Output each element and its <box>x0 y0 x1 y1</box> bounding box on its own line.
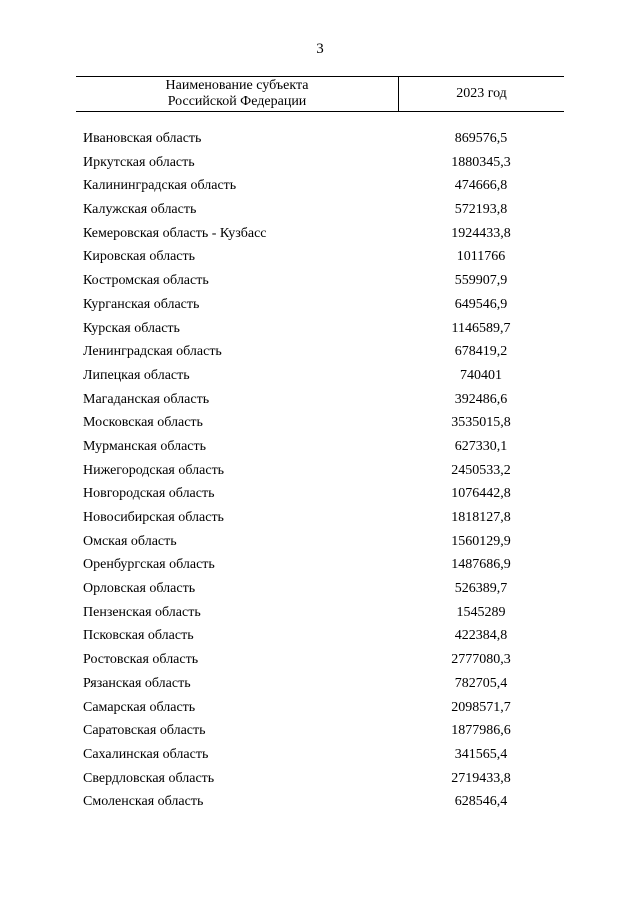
region-name-cell: Калининградская область <box>83 178 237 194</box>
table-row <box>0 340 640 364</box>
region-name-cell: Ивановская область <box>83 131 202 146</box>
table-row <box>0 482 640 506</box>
value-2023-cell: 1924433,8 <box>451 225 511 241</box>
region-name-cell: Рязанская область <box>83 675 191 691</box>
value-2023-cell: 341565,4 <box>454 746 508 762</box>
column-header-subject-line2: Российской Федерации <box>167 94 307 109</box>
value-2023-cell: 782705,4 <box>454 675 508 691</box>
region-name-cell: Липецкая область <box>83 367 190 383</box>
value-2023-cell: 1818127,8 <box>451 510 511 525</box>
region-name-cell: Иркутская область <box>83 154 195 170</box>
region-name-cell: Орловская область <box>83 581 196 597</box>
table-row <box>0 577 640 601</box>
region-name-cell: Свердловская область <box>83 770 215 786</box>
table-row <box>0 696 640 720</box>
table-row <box>0 506 640 530</box>
value-2023-cell: 2450533,2 <box>451 462 511 478</box>
table-header <box>76 76 564 112</box>
region-name-cell: Калужская область <box>83 202 197 218</box>
table-row <box>0 317 640 341</box>
region-name-cell: Мурманская область <box>83 438 207 454</box>
column-header-year: 2023 год <box>456 86 507 101</box>
value-2023-cell: 627330,1 <box>454 438 508 454</box>
region-name-cell: Магаданская область <box>83 391 210 407</box>
value-2023-cell: 869576,5 <box>454 131 508 146</box>
table-row <box>0 553 640 577</box>
region-name-cell: Смоленская область <box>83 794 204 810</box>
table-row <box>0 411 640 435</box>
region-name-cell: Кировская область <box>83 249 196 265</box>
region-name-cell: Кемеровская область - Кузбасс <box>83 225 267 241</box>
value-2023-cell: 2098571,7 <box>451 699 511 715</box>
table-row <box>0 127 640 151</box>
value-2023-cell: 1076442,8 <box>451 486 511 502</box>
region-name-cell: Ростовская область <box>83 652 199 668</box>
region-name-cell: Сахалинская область <box>83 746 209 762</box>
value-2023-cell: 392486,6 <box>454 391 508 407</box>
value-2023-cell: 1560129,9 <box>451 533 511 549</box>
value-2023-cell: 1545289 <box>456 604 506 620</box>
region-name-cell: Нижегородская область <box>83 462 225 478</box>
region-name-cell: Пензенская область <box>83 604 201 620</box>
table-body <box>0 127 640 814</box>
region-name-cell: Псковская область <box>83 628 194 644</box>
value-2023-cell: 559907,9 <box>454 273 508 289</box>
region-name-cell: Курганская область <box>83 296 200 312</box>
value-2023-cell: 1146589,7 <box>451 320 511 336</box>
value-2023-cell: 740401 <box>460 367 502 383</box>
table-row <box>0 672 640 696</box>
region-name-cell: Новгородская область <box>83 486 215 502</box>
table-row <box>0 790 640 814</box>
table-row <box>0 269 640 293</box>
value-2023-cell: 422384,8 <box>454 628 508 644</box>
value-2023-cell: 678419,2 <box>454 344 508 360</box>
region-name-cell: Омская область <box>83 533 177 549</box>
region-name-cell: Костромская область <box>83 273 209 289</box>
region-name-cell: Саратовская область <box>83 723 206 739</box>
table-row <box>0 530 640 554</box>
table-row <box>0 222 640 246</box>
region-name-cell: Оренбургская область <box>83 557 215 573</box>
table-row <box>0 388 640 412</box>
table-row <box>0 624 640 648</box>
table-row <box>0 198 640 222</box>
value-2023-cell: 1877986,6 <box>451 723 511 739</box>
table-row <box>0 364 640 388</box>
table-row <box>0 435 640 459</box>
region-name-cell: Курская область <box>83 320 180 336</box>
value-2023-cell: 2719433,8 <box>451 770 511 786</box>
table-row <box>0 719 640 743</box>
column-header-subject-line1: Наименование субъекта <box>165 78 309 93</box>
region-name-cell: Самарская область <box>83 699 196 715</box>
value-2023-cell: 1011766 <box>456 249 506 265</box>
region-name-cell: Новосибирская область <box>83 510 224 525</box>
table-row <box>0 459 640 483</box>
table-row <box>0 601 640 625</box>
table-row <box>0 743 640 767</box>
value-2023-cell: 3535015,8 <box>451 415 511 431</box>
table-row <box>0 293 640 317</box>
table-row <box>0 767 640 791</box>
region-name-cell: Московская область <box>83 415 203 431</box>
column-header-subject <box>76 77 399 111</box>
page-number: 3 <box>316 41 324 57</box>
table-row <box>0 245 640 269</box>
value-2023-cell: 649546,9 <box>454 296 508 312</box>
table-row <box>0 174 640 198</box>
table-row <box>0 151 640 175</box>
value-2023-cell: 1880345,3 <box>451 154 511 170</box>
region-name-cell: Ленинградская область <box>83 344 222 360</box>
table-row <box>0 648 640 672</box>
value-2023-cell: 526389,7 <box>454 581 508 597</box>
value-2023-cell: 628546,4 <box>454 794 508 810</box>
value-2023-cell: 2777080,3 <box>451 652 511 668</box>
value-2023-cell: 474666,8 <box>454 178 508 194</box>
value-2023-cell: 1487686,9 <box>451 557 511 573</box>
value-2023-cell: 572193,8 <box>454 202 508 218</box>
